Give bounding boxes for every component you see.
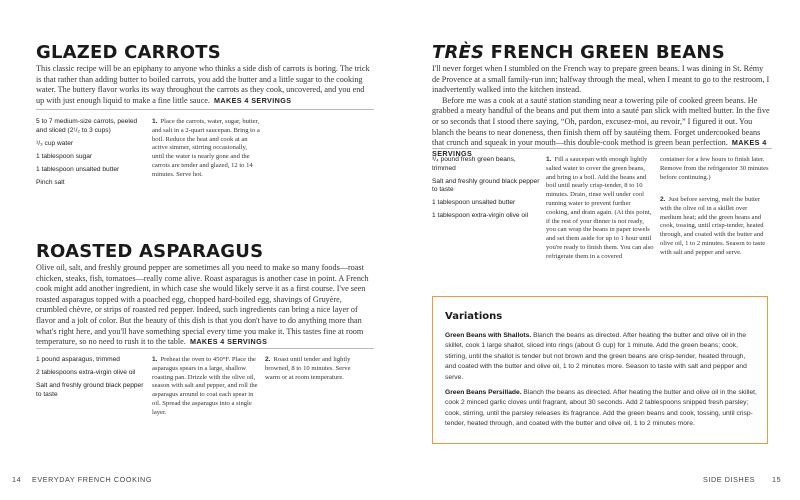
green-beans-intro: I'll never forget when I stumbled on the French way to prepare green beans. I was dining in St. Rémy de Provence at a small family-run inn; halfway through the meal, when I meant to go to the restroom, I inadvertently walked into the kitchen instead. Before me was a cook at a sauté station standing near a towering pile of cooked green beans. He grabbed a meaty handful of the beans and put them into a sauté pan slick with melted butter. In the five or so seconds that I stood there saying, “Oh, pardon, excusez-moi, au revoir,” I figured it out. You blanch the beans to near doneness, then finish them off by sautéing them. Forget undercooked beans that crunch and squeak in your mouth—this double-cook method is green bean perfection. MAKES 4 SERVINGS — [432, 64, 770, 158]
chapter-title-footer: SIDE DISHES — [703, 475, 756, 484]
page-number-right: 15 — [772, 475, 782, 484]
variation-persillade: Green Beans Persillade. Blanch the beans as directed. After heating the butter and olive oil in the skillet, cook 2 minced garlic cloves until fragrant, about 30 seconds. Add 2 tablespoons snipped fresh parsley; cook, stirring, until the parsley releases its fragrance. Add the green beans and cook, tossing, until crisp-tender, heated through, and coated with the butter and olive oil, 1 to 2 minutes more. — [445, 389, 757, 428]
green-beans-title: TRÈS FRENCH GREEN BEANS — [432, 42, 725, 63]
glazed-carrots-ingredients — [36, 118, 144, 192]
divider — [36, 348, 374, 349]
ingredient-item: ³/₄ pound fresh green beans, trimmed — [432, 156, 516, 172]
variation-shallots: Green Beans with Shallots. Blanch the beans as directed. After heating the butter and olive oil in the skillet, cook 1 large shallot, sliced into rings (about G cup) for 1 minute. Add the green beans; cook, stirring, until the shallot is tender but not brown and the green beans are crisp-tender, heated through, and coated with the butter and olive oil, 1 to 2 minutes more. Season to taste with salt and pepper and serve. — [445, 332, 747, 381]
glazed-carrots-title: GLAZED CARROTS — [36, 42, 221, 63]
roasted-asparagus-step-2: 2. Roast until tender and lightly browned, 8 to 10 minutes. Serve warm or at room temperature. — [265, 356, 351, 381]
ingredient-item: 1 tablespoon sugar — [36, 152, 93, 160]
glazed-carrots-servings: MAKES 4 SERVINGS — [214, 95, 292, 105]
ingredient-item: Salt and freshly ground black pepper to taste — [432, 177, 540, 194]
ingredient-item: 5 to 7 medium-size carrots, peeled and sliced (2¹/₂ to 3 cups) — [36, 118, 138, 134]
roasted-asparagus-intro: Olive oil, salt, and freshly ground pepper are sometimes all you need to make so many foods—roast chicken, steaks, fish, tomatoes—really come alive. Roast asparagus is another case in point. A French cook might add another ingredient, in which case she would likely serve it as a first course. I've seen roasted asparagus topped with a poached egg, chopped hard-boiled egg, shavings of Gruyère, crumbled chèvre, or strips of roasted red pepper. Indeed, such ingredients can bring a nice layer of flavor and a jolt of color. But the beauty of this dish is that you don't have to do anything more than what's right here, and you'll have something special every time you make it. This tastes fine at room temperature, so no need to rush it to the table. MAKES 4 SERVINGS — [36, 263, 369, 347]
roasted-asparagus-servings: MAKES 4 SERVINGS — [189, 337, 268, 347]
green-beans-step-1: 1. Fill a saucepan with enough lightly salted water to cover the green beans, and bring to a boil. Add the beans and boil until nearly crisp-tender, 8 to 10 minutes. Drain, rinse well under cool running water to prevent further cooking, and drain again. (At this point, if the rest of your dinner is not ready, you can wrap the beans in paper towels and set them aside for up to 1 hour until you're ready to finish them. You can also refrigerate them in a covered — [546, 156, 654, 260]
green-beans-servings: MAKES 4 SERVINGS — [432, 138, 767, 158]
glazed-carrots-step-1: 1. Place the carrots, water, sugar, butter, and salt in a 2-quart saucepan. Bring to a boil. Reduce the heat and cook at an active simmer, stirring occasionally, until the water is nearly gone and the carrots are tender and glazed, 12 to 14 minutes. Serve hot. — [152, 118, 260, 178]
ingredient-item: Pinch salt — [36, 178, 65, 186]
green-beans-step-1-continued: container for a few hours to finish later. Remove from the refrigerator 30 minutes before continuing.) — [660, 156, 769, 181]
ingredient-item: 2 tablespoons extra-virgin olive oil — [36, 369, 136, 377]
divider — [36, 109, 374, 110]
ingredient-item: 1 tablespoon unsalted butter — [36, 165, 120, 173]
book-title-footer: EVERYDAY FRENCH COOKING — [32, 475, 153, 484]
divider — [432, 148, 772, 149]
green-beans-step-2: 2. Just before serving, melt the butter with the olive oil in a skillet over medium heat; add the green beans and cook, tossing, until crisp-tender, heated through, and coated with the butter and olive oil, 1 to 2 minutes. Season to taste with salt and pepper and serve. — [660, 196, 766, 256]
ingredient-item: 1 tablespoon unsalted butter — [432, 199, 516, 207]
ingredient-item: ¹/₃ cup water — [36, 139, 74, 147]
roasted-asparagus-title: ROASTED ASPARAGUS — [36, 241, 264, 262]
roasted-asparagus-ingredients — [36, 356, 146, 404]
ingredient-item: Salt and freshly ground black pepper to taste — [36, 382, 144, 398]
roasted-asparagus-step-1: 1. Preheat the oven to 450°F. Place the asparagus spears in a large, shallow roasting pan. Drizzle with the olive oil, season with salt and pepper, and roll the asparagus around to coat each spear in oil. Spread the asparagus into a single layer. — [152, 356, 258, 416]
green-beans-ingredients — [432, 156, 540, 226]
ingredient-item: 1 tablespoon extra-virgin olive oil — [432, 212, 529, 220]
variations-box — [432, 296, 768, 444]
page-number-left: 14 — [12, 475, 22, 484]
ingredient-item: 1 pound asparagus, trimmed — [36, 356, 120, 363]
variations-heading: Variations — [445, 311, 503, 322]
glazed-carrots-intro: This classic recipe will be an epiphany to anyone who thinks a side dish of carrots is boring. The trick is that rather than adding butter to boiled carrots, you add the butter and a little sugar to the cooking water. The buttery flavor works its way throughout the carrots as they cook, uncovered, and you end up with just enough liquid to make a fine little sauce. MAKES 4 SERVINGS — [36, 64, 370, 105]
